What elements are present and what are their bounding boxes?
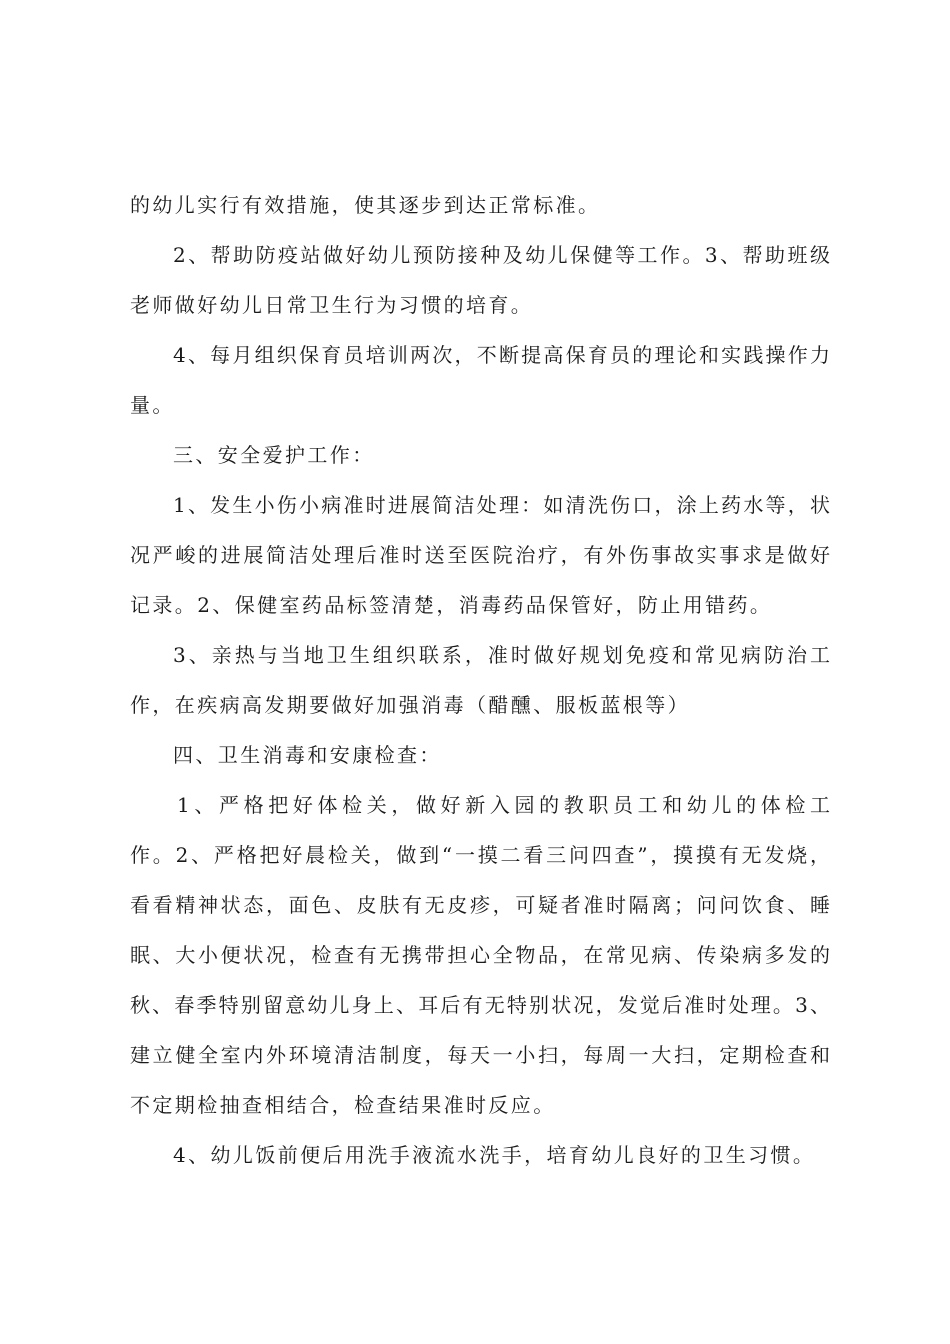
section-heading: 三、安全爱护工作： bbox=[173, 443, 375, 467]
section-heading: 四、卫生消毒和安康检查： bbox=[173, 743, 442, 767]
paragraph-line: 4、幼儿饭前便后用洗手液流水洗手，培育幼儿良好的卫生习惯。 bbox=[173, 1143, 816, 1167]
paragraph-line: 眠、大小便状况，检查有无携带担心全物品，在常见病、传染病多发的 bbox=[130, 943, 830, 967]
paragraph-line: 1、严格把好体检关，做好新入园的教职员工和幼儿的体检工 bbox=[177, 793, 830, 817]
paragraph-line: 老师做好幼儿日常卫生行为习惯的培育。 bbox=[130, 293, 534, 317]
paragraph-line: 不定期检抽查相结合，检查结果准时反应。 bbox=[130, 1093, 556, 1117]
paragraph-line: 的幼儿实行有效措施，使其逐步到达正常标准。 bbox=[130, 193, 601, 217]
paragraph-line: 4、每月组织保育员培训两次，不断提高保育员的理论和实践操作力 bbox=[173, 343, 830, 367]
paragraph-line: 况严峻的进展简洁处理后准时送至医院治疗，有外伤事故实事求是做好 bbox=[130, 543, 830, 567]
paragraph-line: 作，在疾病高发期要做好加强消毒（醋醺、服板蓝根等） bbox=[130, 693, 690, 717]
paragraph-line: 1、发生小伤小病准时进展简洁处理：如清洗伤口，涂上药水等，状 bbox=[173, 493, 830, 517]
paragraph-line: 量。 bbox=[130, 393, 175, 417]
paragraph-line: 作。2、严格把好晨检关，做到“一摸二看三问四查”，摸摸有无发烧， bbox=[130, 843, 830, 867]
paragraph-line: 建立健全室内外环境清洁制度，每天一小扫，每周一大扫，定期检查和 bbox=[130, 1043, 830, 1067]
paragraph-line: 2、帮助防疫站做好幼儿预防接种及幼儿保健等工作。3、帮助班级 bbox=[173, 243, 830, 267]
paragraph-line: 秋、春季特别留意幼儿身上、耳后有无特别状况，发觉后准时处理。3、 bbox=[130, 993, 830, 1017]
paragraph-line: 记录。2、保健室药品标签清楚，消毒药品保管好，防止用错药。 bbox=[130, 593, 773, 617]
paragraph-line: 3、亲热与当地卫生组织联系，准时做好规划免疫和常见病防治工 bbox=[173, 643, 830, 667]
paragraph-line: 看看精神状态，面色、皮肤有无皮疹，可疑者准时隔离；问问饮食、睡 bbox=[130, 893, 830, 917]
